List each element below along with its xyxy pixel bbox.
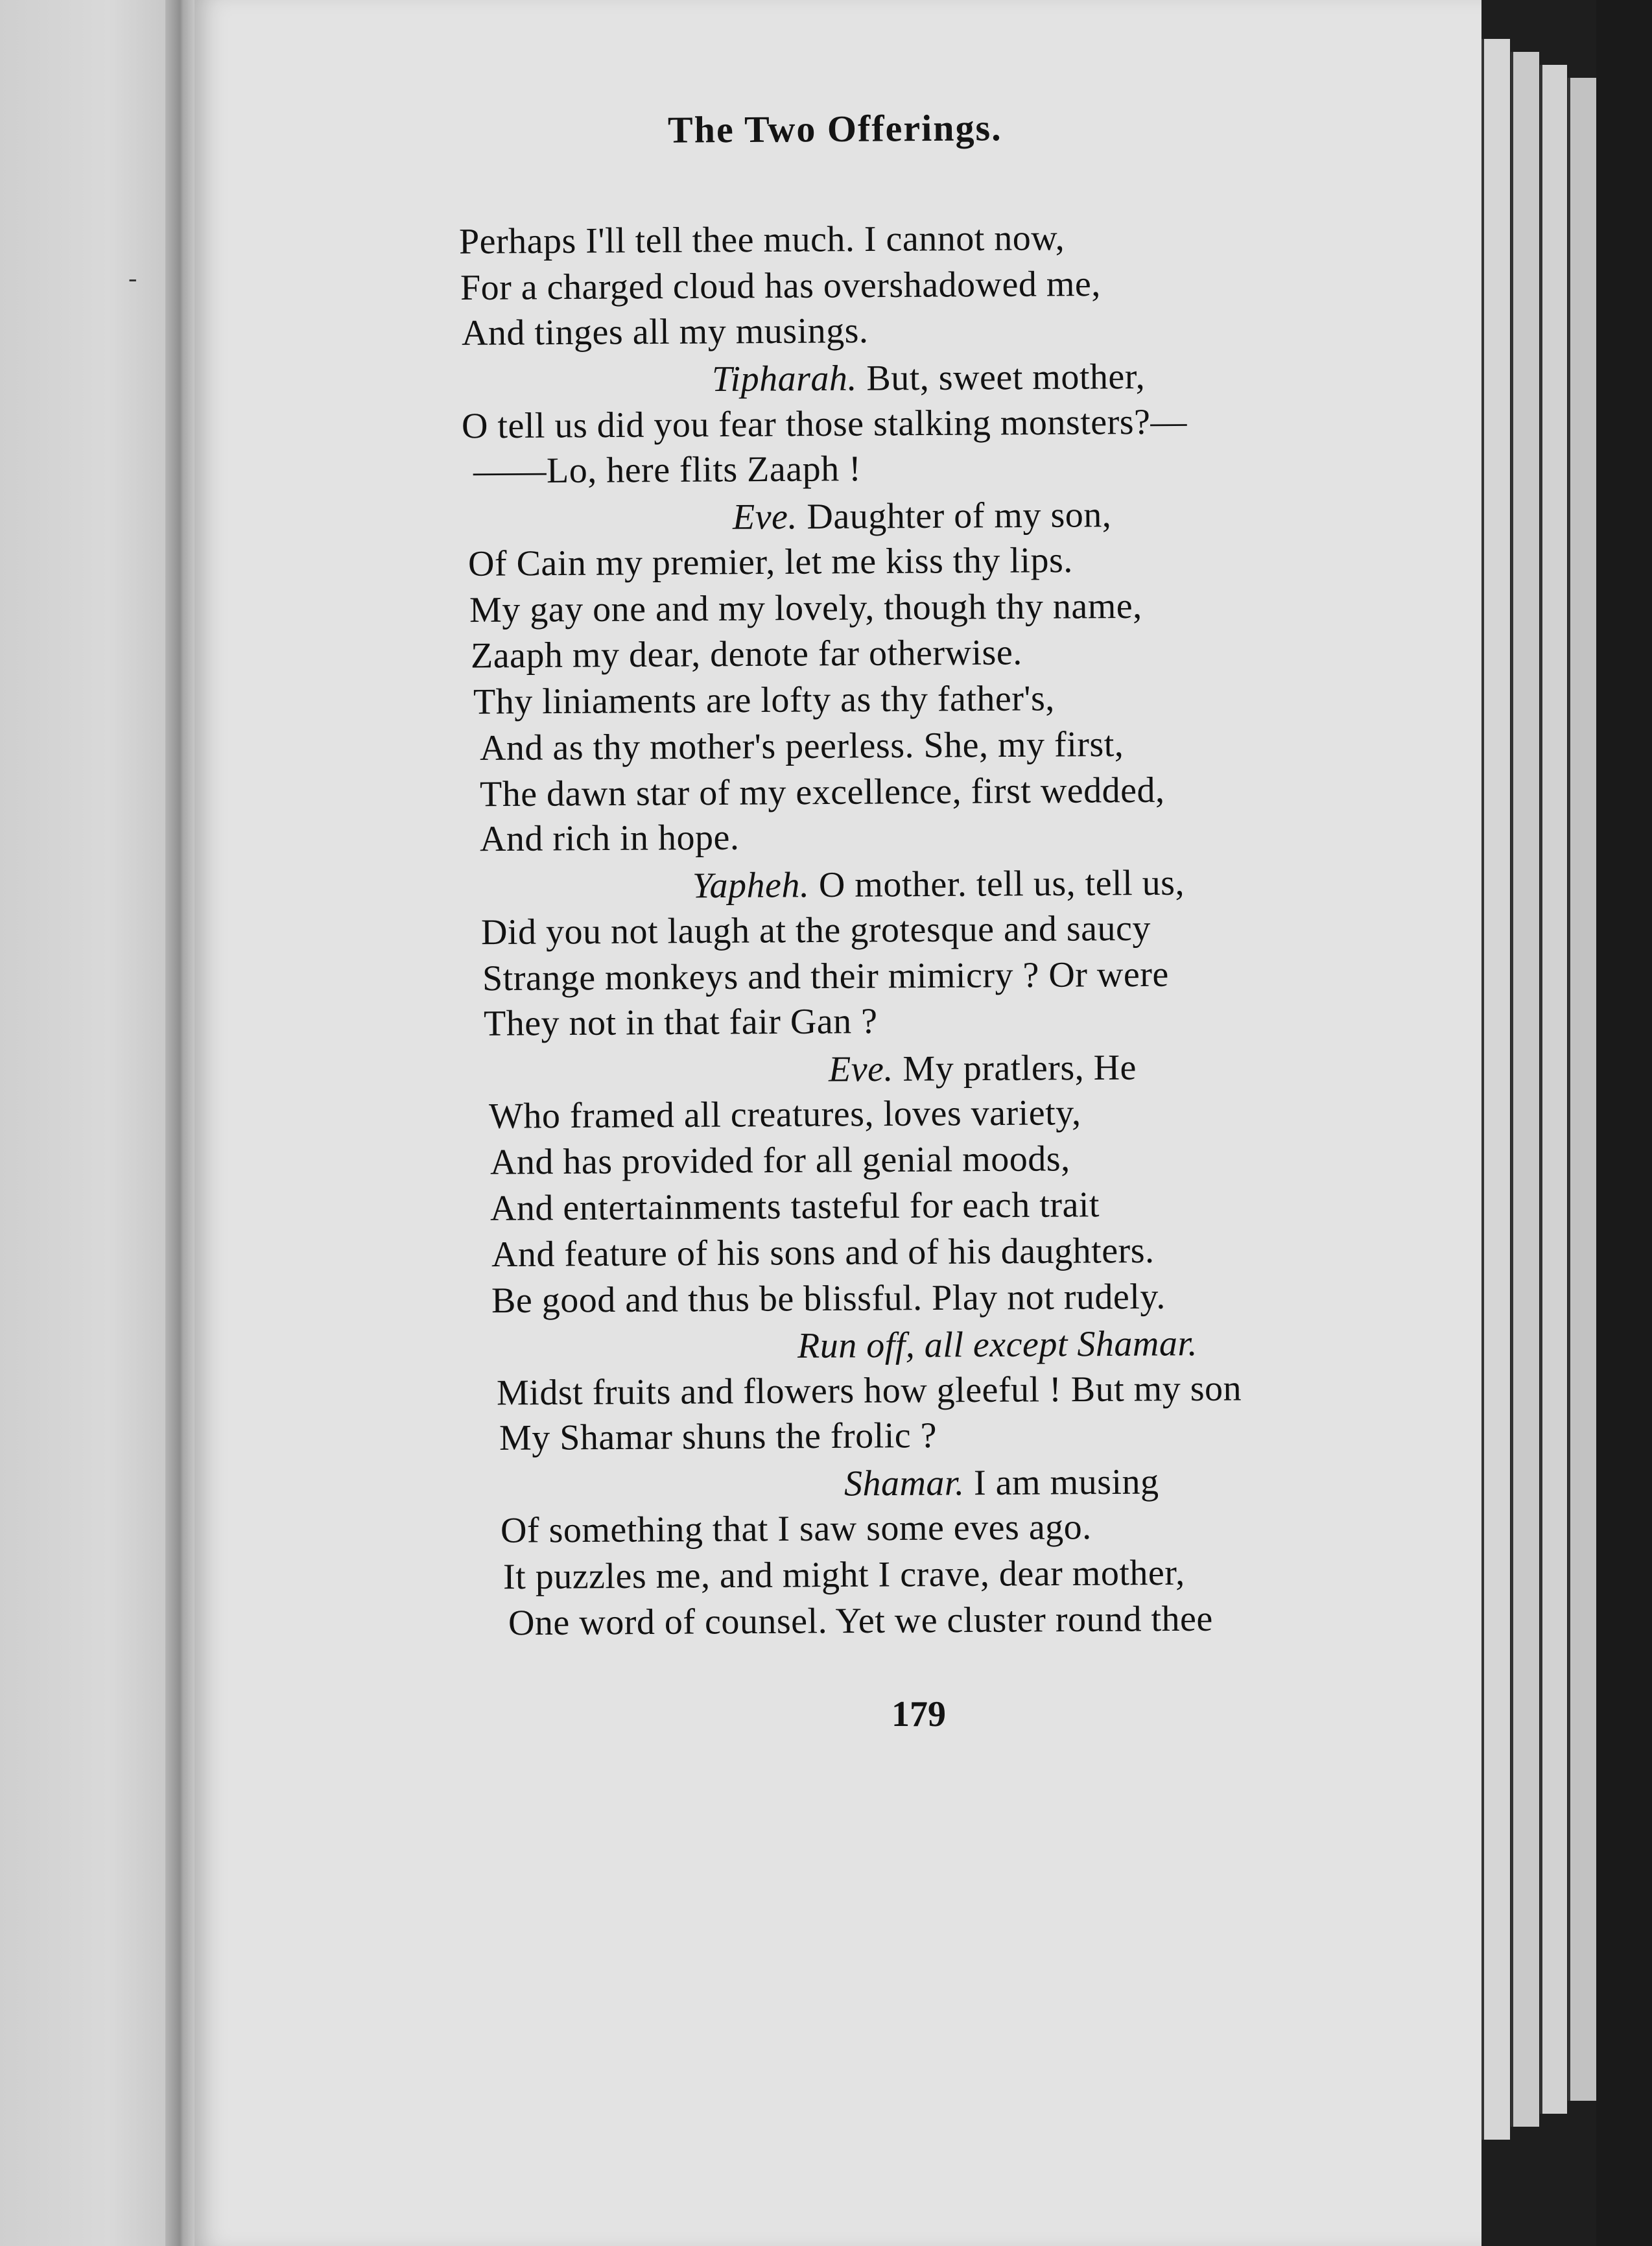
- line-text: And as thy mother's peerless. She, my first,: [479, 724, 1124, 769]
- line-text: And feature of his sons and of his daughters.: [491, 1230, 1155, 1275]
- poem-line: [482, 954, 1169, 999]
- line-text: Be good and thus be blissful. Play not rudely.: [491, 1276, 1166, 1321]
- running-header: The Two Offerings.: [667, 106, 1002, 151]
- line-text: It puzzles me, and might I crave, dear mother,: [502, 1552, 1185, 1598]
- line-text: ——Lo, here flits Zaaph !: [473, 449, 862, 491]
- line-text: Thy liniaments are lofty as thy father's,: [473, 678, 1055, 722]
- line-text: And has provided for all genial moods,: [490, 1139, 1070, 1183]
- poem-line: [489, 1092, 1081, 1137]
- line-text: And tinges all my musings.: [461, 311, 869, 353]
- poem-line: [497, 1367, 1242, 1413]
- line-text: O mother. tell us, tell us,: [818, 862, 1185, 906]
- line-text: My pratlers, He: [903, 1047, 1137, 1089]
- poem-line: [501, 1506, 1092, 1552]
- speaker-line: [797, 1323, 1198, 1367]
- line-text: For a charged cloud has overshadowed me,: [460, 263, 1101, 309]
- speaker-line: [712, 356, 1146, 400]
- poem-line: [473, 678, 1055, 722]
- line-text: Of something that I saw some eves ago.: [500, 1507, 1092, 1551]
- line-text: Midst fruits and flowers how gleeful ! But my son: [496, 1368, 1242, 1413]
- poem-line: [462, 310, 869, 354]
- poem-line: [508, 1598, 1213, 1644]
- line-text: O tell us did you fear those stalking monsters?—: [461, 401, 1188, 447]
- margin-mark: -: [128, 263, 137, 292]
- speaker-name: Shamar.: [844, 1463, 965, 1504]
- poem-line: [469, 585, 1142, 631]
- speaker-line: [692, 862, 1185, 907]
- speaker-line: [829, 1047, 1137, 1091]
- line-text: And rich in hope.: [479, 817, 740, 860]
- line-text: Who framed all creatures, loves variety,: [488, 1093, 1081, 1137]
- poem-line: [460, 263, 1101, 309]
- speaker-name: Eve.: [732, 497, 798, 538]
- line-text: My gay one and my lovely, though thy name,: [469, 585, 1142, 631]
- speaker-name: Eve.: [828, 1048, 894, 1090]
- speaker-line: [844, 1461, 1159, 1505]
- line-text: They not in that fair Gan ?: [483, 1001, 878, 1044]
- speaker-name: Yapheh.: [692, 865, 810, 906]
- line-text: My Shamar shuns the frolic ?: [499, 1415, 938, 1459]
- poem-line: [468, 539, 1073, 585]
- line-text: Daughter of my son,: [807, 495, 1112, 538]
- poem-line: [462, 401, 1187, 447]
- line-text: But, sweet mother,: [866, 356, 1146, 399]
- speaker-name: Tipharah.: [711, 358, 858, 400]
- poem-line: [490, 1184, 1100, 1229]
- line-text: Strange monkeys and their mimicry ? Or were: [482, 954, 1169, 999]
- poem-line: [499, 1415, 937, 1459]
- line-text: I am musing: [973, 1461, 1159, 1504]
- poem-line: [473, 448, 862, 492]
- page-number: 179: [891, 1694, 946, 1734]
- poem-line: [481, 908, 1151, 953]
- line-text: Perhaps I'll tell thee much. I cannot now,: [458, 218, 1065, 262]
- poem-line: [490, 1138, 1070, 1183]
- line-text: Of Cain my premier, let me kiss thy lips.: [467, 540, 1073, 584]
- poem-line: [484, 1000, 878, 1045]
- poem-line: [480, 724, 1124, 769]
- poem-line: [491, 1230, 1155, 1275]
- poem-line: [503, 1552, 1185, 1598]
- speaker-name: Run off, all except Shamar.: [797, 1323, 1198, 1366]
- poem-line: [459, 217, 1065, 263]
- line-text: Zaaph my dear, denote far otherwise.: [470, 632, 1022, 676]
- line-text: And entertainments tasteful for each trait: [490, 1185, 1100, 1229]
- poem-line: [480, 770, 1165, 815]
- speaker-line: [733, 494, 1112, 538]
- line-text: The dawn star of my excellence, first wedded,: [479, 770, 1165, 815]
- line-text: Did you not laugh at the grotesque and saucy: [480, 908, 1151, 953]
- poem-line: [491, 1276, 1166, 1321]
- line-text: One word of counsel. Yet we cluster round thee: [508, 1598, 1213, 1644]
- poem-line: [471, 632, 1022, 676]
- poem-line: [480, 817, 740, 860]
